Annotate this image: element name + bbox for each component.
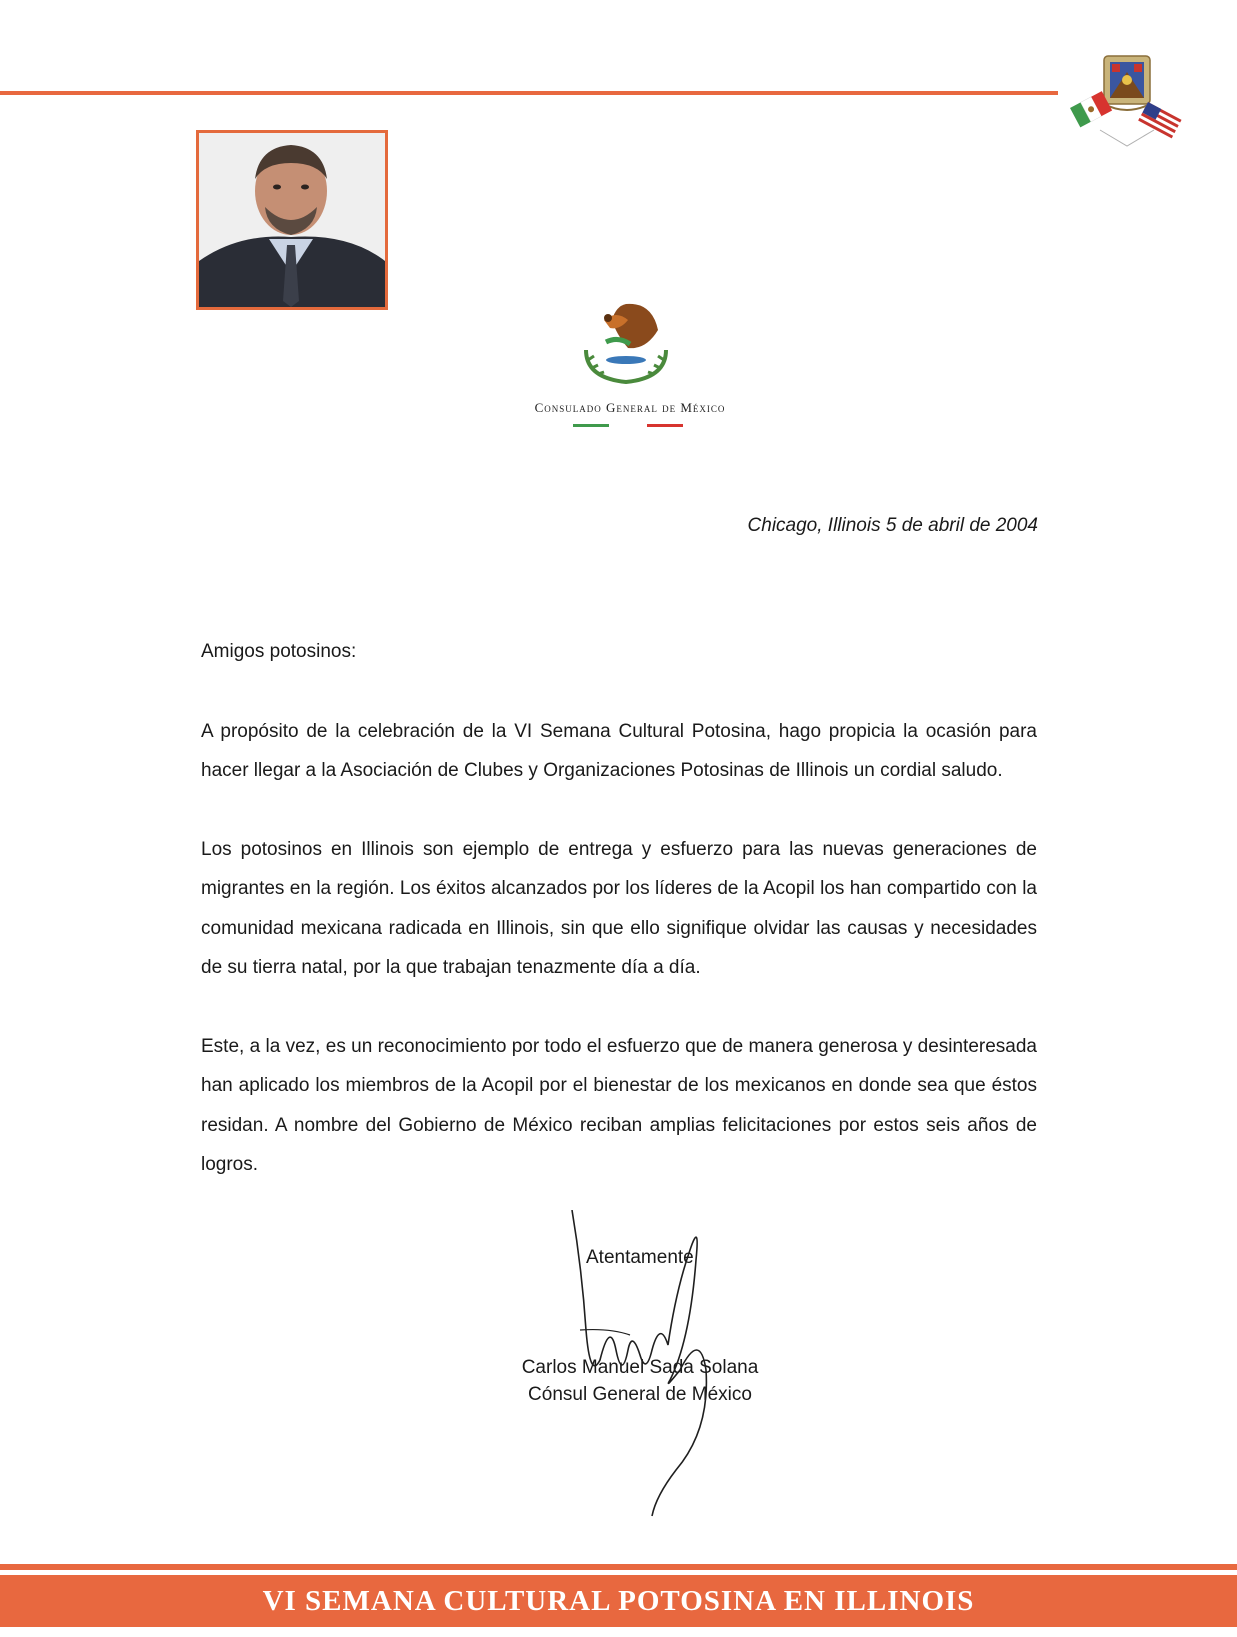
consul-portrait-photo [196,130,388,310]
letter-date: Chicago, Illinois 5 de abril de 2004 [747,515,1038,536]
footer-rule [0,1564,1237,1570]
green-accent-dash [573,424,609,427]
letter-body [201,632,1037,1224]
consulate-name: Consulado General de México [534,400,726,415]
header-rule [0,91,1058,95]
mexican-eagle-seal-icon [566,290,686,390]
letter-paragraph-2: Los potosinos en Illinois son ejemplo de entrega y esfuerzo para las nuevas generaciones de migrantes en la región. Los éxitos alcanzados por los líderes de la Acopil los han compartido con la comunidad mexicana radicada en Illinois, sin que ello signifique olvidar las causas y necesidades de su tierra natal, por la que trabajan tenazmente día a día. [201,838,1037,978]
footer-banner [0,1575,1237,1627]
signer-block [480,1354,800,1408]
state-crest-icon [1104,56,1150,110]
signer-name: Carlos Manuel Sada Solana [521,1357,759,1378]
letter-greeting: Amigos potosinos: [201,641,357,662]
footer-title: VI SEMANA CULTURAL POTOSINA EN ILLINOIS [262,1584,975,1617]
state-crest-with-flags [1060,50,1190,160]
letter-paragraph-1: A propósito de la celebración de la VI Semana Cultural Potosina, hago propicia la ocasión para hacer llegar a la Asociación de Clubes y Organizaciones Potosinas de Illinois un cordial saludo. [201,720,1037,781]
signer-title: Cónsul General de México [528,1384,752,1405]
red-accent-dash [647,424,683,427]
letter-paragraph-3: Este, a la vez, es un reconocimiento por todo el esfuerzo que de manera generosa y desinteresada han aplicado los miembros de la Acopil por el bienestar de los mexicanos en donde sea que éstos residan. A nombre del Gobierno de México reciban amplias felicitaciones por estos seis años de logros. [201,1035,1037,1175]
letter-closing: Atentamente [586,1247,694,1268]
